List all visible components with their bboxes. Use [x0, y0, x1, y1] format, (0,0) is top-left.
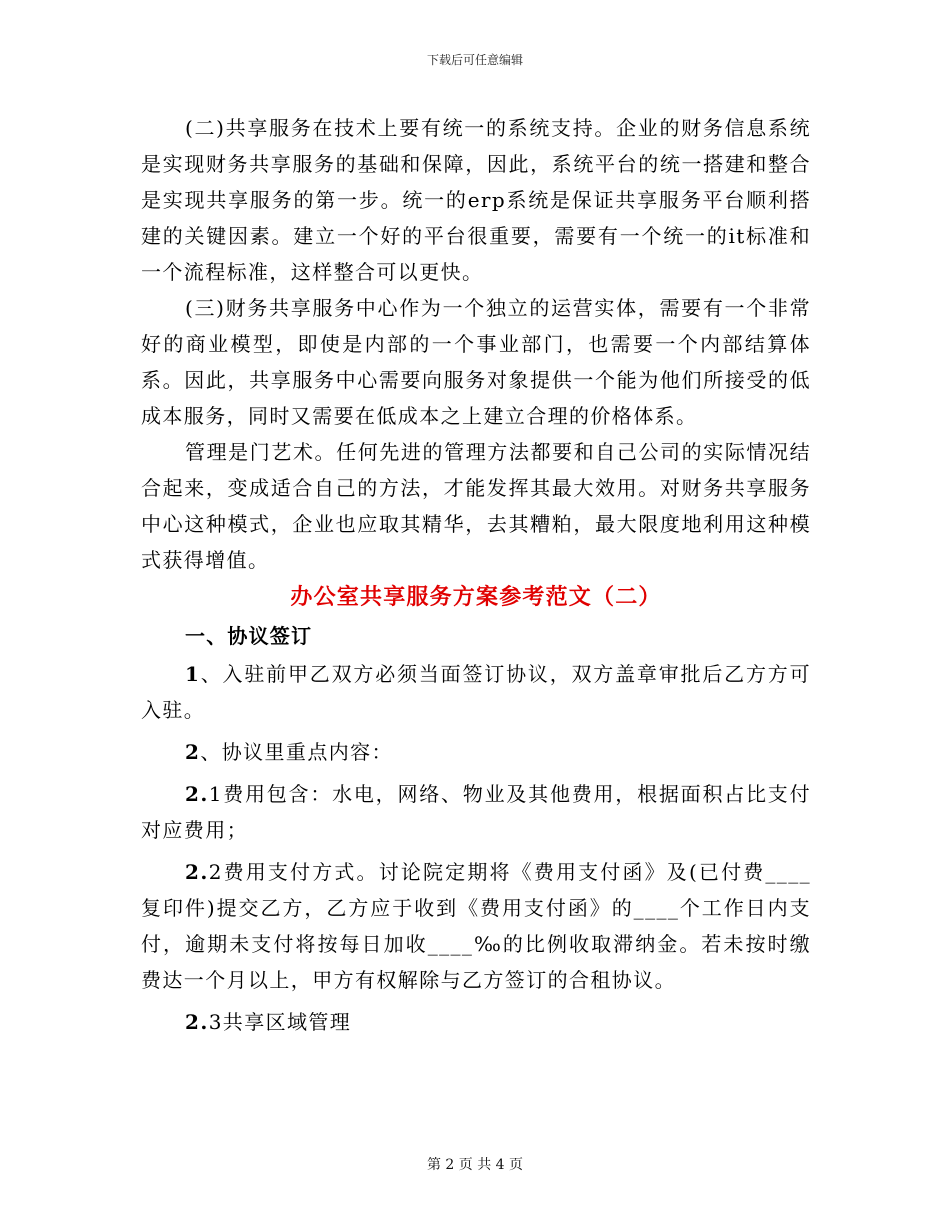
- list-item-text: 3共享区域管理: [208, 1010, 352, 1034]
- paragraph-system-support: (二)共享服务在技术上要有统一的系统支持。企业的财务信息系统是实现财务共享服务的基础和保障，因此，系统平台的统一搭建和整合是实现共享服务的第一步。统一的erp系统是保证共享服务平台顺利搭建的关键因素。建立一个好的平台很重要，需要有一个统一的it标准和一个流程标准，这样整合可以更快。: [141, 116, 811, 284]
- list-item-number: 2.: [185, 860, 209, 884]
- document-title: 办公室共享服务方案参考范文（二）: [290, 584, 662, 610]
- list-item-1: [141, 656, 811, 728]
- list-item-number: 2.: [185, 1010, 209, 1034]
- paragraph-operating-entity: (三)财务共享服务中心作为一个独立的运营实体，需要有一个非常好的商业模型，即使是内部的一个事业部门，也需要一个内部结算体系。因此，共享服务中心需要向服务对象提供一个能为他们所接受的低成本服务，同时又需要在低成本之上建立合理的价格体系。: [141, 296, 811, 428]
- list-item-number: 2.: [185, 782, 209, 806]
- paragraph-management-art: 管理是门艺术。任何先进的管理方法都要和自己公司的实际情况结合起来，变成适合自己的方法，才能发挥其最大效用。对财务共享服务中心这种模式，企业也应取其精华，去其糟粕，最大限度地利用这种模式获得增值。: [141, 440, 811, 572]
- list-item-number: 1: [185, 662, 201, 686]
- page-header: 下载后可任意编辑: [426, 53, 523, 67]
- list-item-number: 2: [185, 740, 201, 764]
- list-item-2-3: [141, 1004, 811, 1040]
- page-footer: 第 2 页 共 4 页: [426, 1157, 524, 1173]
- list-item-2: [141, 734, 811, 770]
- list-item-text: 、协议里重点内容：: [200, 740, 393, 764]
- list-item-2-1: [141, 776, 811, 848]
- list-item-2-2: [141, 854, 811, 998]
- list-item-text: 1费用包含：水电，网络、物业及其他费用，根据面积占比支付对应费用；: [141, 782, 811, 842]
- document-body: [141, 110, 811, 1040]
- list-item-text: 、入驻前甲乙双方必须当面签订协议，双方盖章审批后乙方方可入驻。: [141, 662, 811, 722]
- list-item-text: 2费用支付方式。讨论院定期将《费用支付函》及(已付费____复印件)提交乙方，乙方应于收到《费用支付函》的____个工作日内支付，逾期未支付将按每日加收____‰的比例收取滞纳金。若未按时缴费达一个月以上，甲方有权解除与乙方签订的合租协议。: [141, 860, 811, 992]
- section-heading-agreement: 一、协议签订: [185, 624, 313, 648]
